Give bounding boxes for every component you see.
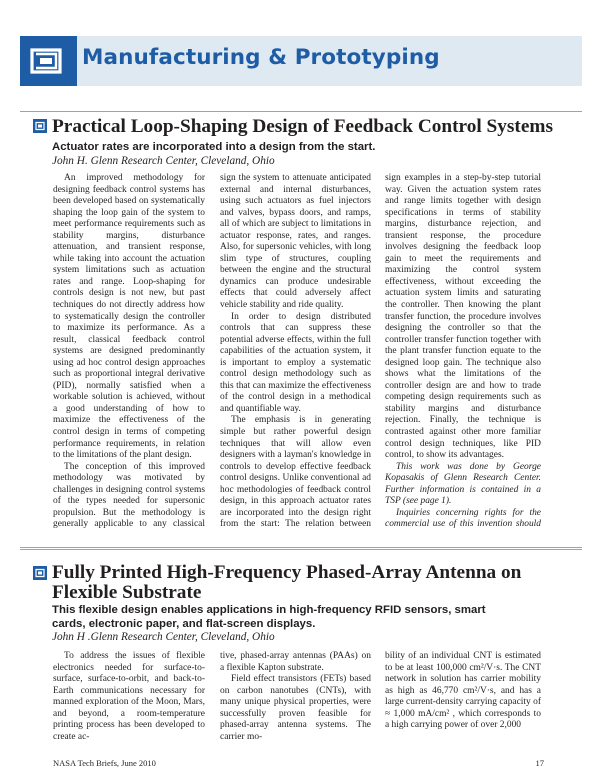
paragraph: The emphasis is in generating simple but rather powerful design techniques that will allow even designers with a layman's knowledge in controls to develop effective feedback control designs. Unlike conventional ad hoc methodologies of feedback control design, in this approach actuator rates are incorporated into the design right from the start: The relation between [220,415,371,530]
article-affiliation: John H .Glenn Research Center, Cleveland, Ohio [52,631,275,643]
section-logo-icon [20,36,77,86]
article-divider [20,549,582,550]
article-column-3 [385,651,541,755]
article-marker-icon [33,566,47,580]
article-column-3 [385,173,541,531]
article-divider [20,547,582,548]
article-column-1 [53,173,205,531]
article-subtitle: Actuator rates are incorporated into a design from the start. [52,141,376,153]
paragraph: In order to design distributed controls that can suppress these potential adverse effects, within the full capabilities of the actuation system, it is important to employ a systematic control design methodology such as this that can maximize the effectiveness of the control design in a methodical and quantifiable way. [220,311,371,414]
paragraph: To address the issues of flexible electronics needed for surface-to-surface, surface-to-orbit, and back-to-Earth communications necessary for manned exploration of the Moon, Mars, and beyond, a room-temperature printing process has been developed to create ac- [53,651,205,742]
article-column-2 [220,173,371,531]
article-affiliation: John H. Glenn Research Center, Cleveland, Ohio [52,155,275,167]
inquiries-note: Inquiries concerning rights for the commercial use of this invention should [385,507,541,530]
section-title: Manufacturing & Prototyping [82,45,440,70]
paragraph: sign the system to attenuate anticipated external and internal disturbances, using such actuators as fuel injectors and valves, bypass doors, and ramps, all of which are subject to limitations in actuator response, rates, and ranges. Also, for supersonic vehicles, with long slim type of structures, coupling between the engine and the structural dynamics can produce undesirable effects that could adversely affect vehicle stability and ride quality. [220,173,371,311]
article-column-1 [53,651,205,755]
paragraph: tive, phased-array antennas (PAAs) on a flexible Kapton substrate. [220,651,371,673]
article-title: Fully Printed High-Frequency Phased-Array Antenna on Flexible Substrate [52,562,522,603]
article-subtitle: This flexible design enables applications in high-frequency RFID sensors, smart cards, electronic paper, and flat-screen displays. [52,604,486,630]
paragraph: sign examples in a step-by-step tutorial way. Given the actuation system rates and range limits together with design specifications in terms of stability margins, disturbance rejection, and transient response, the procedure involves designing the feedback loop gain to meet the requirements and maximizing the control system effectiveness, without exceeding the actuation system limits and saturating the controller. Then knowing the plant transfer function, the procedure involves designing the controller so that the controller transfer function together with the plant transfer function equate to the designed loop gain. The technique also shows what the limitations of the controller design are and how to trade competing design requirements such as stability margins and disturbance rejection. Finally, the technique is contrasted against other more familiar control design techniques, like PID control, to show its advantages. [385,173,541,461]
footer-publication: NASA Tech Briefs, June 2010 [53,758,156,768]
credit-note: This work was done by George Kopasakis of Glenn Research Center. Further information is contained in a TSP (see page 1). [385,461,541,507]
page-number: 17 [535,758,544,768]
paragraph: bility of an individual CNT is estimated to be at least 100,000 cm²/V·s. The CNT network in solution has carrier mobility as high as 46,770 cm²/V·s, and has a large current-density carrying capacity of ≈ 1,000 mA/cm² , which corresponds to a high carrying power of over 2,000 [385,651,541,731]
article-marker-icon [33,119,47,133]
article-column-2 [220,651,371,755]
paragraph: Field effect transistors (FETs) based on carbon nanotubes (CNTs), with many unique physical properties, were successfully proven feasible for phased-array antenna systems. The carrier mo- [220,674,371,742]
article-title: Practical Loop-Shaping Design of Feedback Control Systems [52,116,553,137]
header-rule [20,111,582,112]
paragraph: The conception of this improved methodology was motivated by challenges in designing control systems of the types needed for supersonic propulsion. But the methodology is generally applicable to any classical [53,461,205,530]
paragraph: An improved methodology for designing feedback control systems has been developed based on systematically shaping the loop gain of the system to meet performance requirements such as stability margins, disturbance attenuation, and transient response, while taking into account the actuation system limitations such as actuation rates and range. Loop-shaping for controls design is not new, but past techniques do not directly address how to systematically design the controller to maximize its performance. As a result, classical feedback control systems are designed predominantly using ad hoc control design approaches such as proportional integral derivative (PID), normally satisfied when a workable solution is achieved, without a good understanding of how to maximize the effectiveness of the control design in terms of competing performance requirements, in relation to the limitations of the plant design. [53,173,205,461]
